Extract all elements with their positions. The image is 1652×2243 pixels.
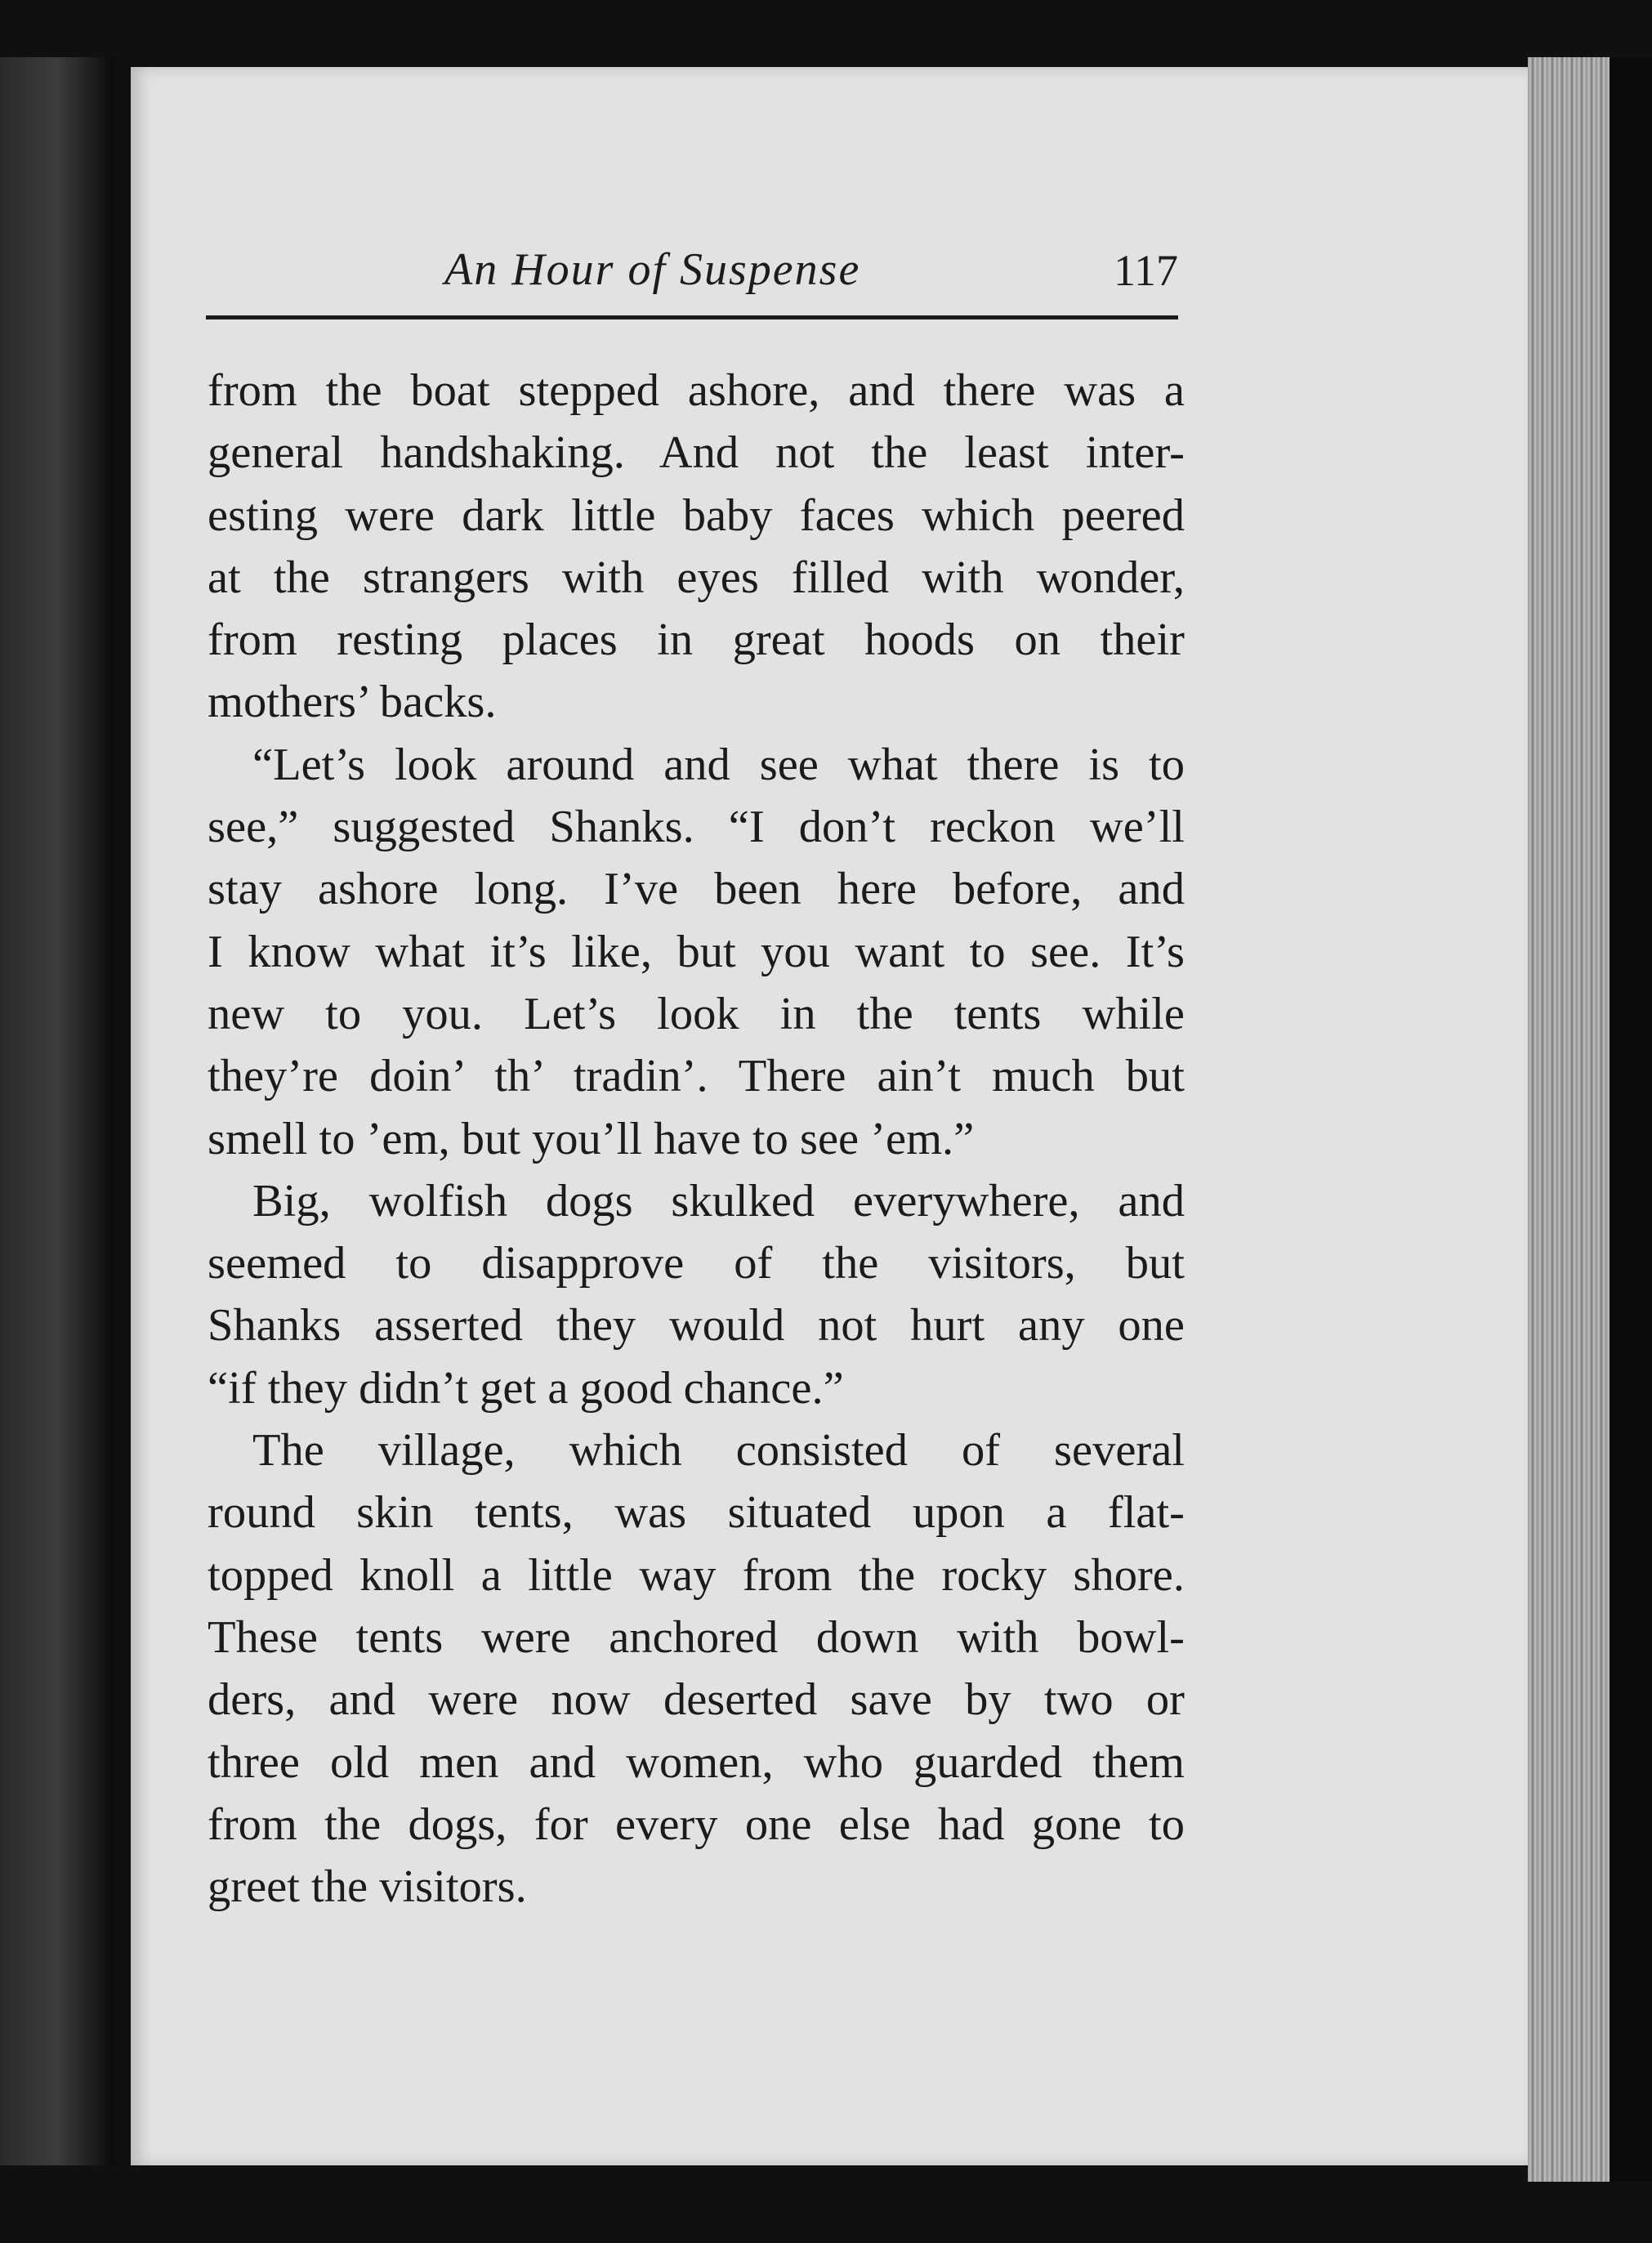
text-line: “Let’s look around and see what there is to: [252, 739, 1185, 790]
text-line: three old men and women, who guarded them: [208, 1736, 1185, 1788]
text-line: new to you. Let’s look in the tents while: [208, 988, 1185, 1039]
text-line: seemed to disapprove of the visitors, but: [208, 1238, 1185, 1289]
text-line: Big, wolfish dogs skulked everywhere, and: [252, 1175, 1185, 1227]
text-line: greet the visitors.: [208, 1861, 527, 1913]
text-line: “if they didn’t get a good chance.”: [208, 1362, 844, 1414]
text-line: at the strangers with eyes filled with wonder,: [208, 552, 1185, 603]
body-text: [208, 360, 1185, 1918]
text-line: see,” suggested Shanks. “I don’t reckon we’ll: [208, 802, 1185, 853]
text-line: from the boat stepped ashore, and there was a: [208, 365, 1185, 416]
running-head: [206, 237, 1178, 319]
text-line: round skin tents, was situated upon a flat-: [208, 1487, 1185, 1539]
text-line: they’re doin’ th’ tradin’. There ain’t much but: [208, 1051, 1185, 1102]
text-line: mothers’ backs.: [208, 677, 497, 728]
text-line: topped knoll a little way from the rocky shore.: [208, 1549, 1185, 1601]
text-line: from the dogs, for every one else had gone to: [208, 1798, 1185, 1850]
facing-page-edge: [0, 57, 114, 2165]
running-title: An Hour of Suspense: [444, 244, 861, 295]
page-number: 117: [1114, 246, 1178, 295]
text-line: stay ashore long. I’ve been here before, and: [208, 864, 1185, 915]
text-line: The village, which consisted of several: [252, 1425, 1185, 1477]
text-line: ders, and were now deserted save by two or: [208, 1674, 1185, 1726]
text-line: general handshaking. And not the least inter-: [208, 427, 1185, 479]
text-line: These tents were anchored down with bowl-: [208, 1611, 1185, 1663]
text-line: smell to ’em, but you’ll have to see ’em.”: [208, 1113, 975, 1164]
page-stack-edge: [1528, 57, 1610, 2182]
text-line: I know what it’s like, but you want to see. It’s: [208, 926, 1185, 977]
text-line: esting were dark little baby faces which peered: [208, 489, 1185, 541]
text-line: from resting places in great hoods on their: [208, 614, 1185, 666]
text-line: Shanks asserted they would not hurt any one: [208, 1300, 1185, 1352]
